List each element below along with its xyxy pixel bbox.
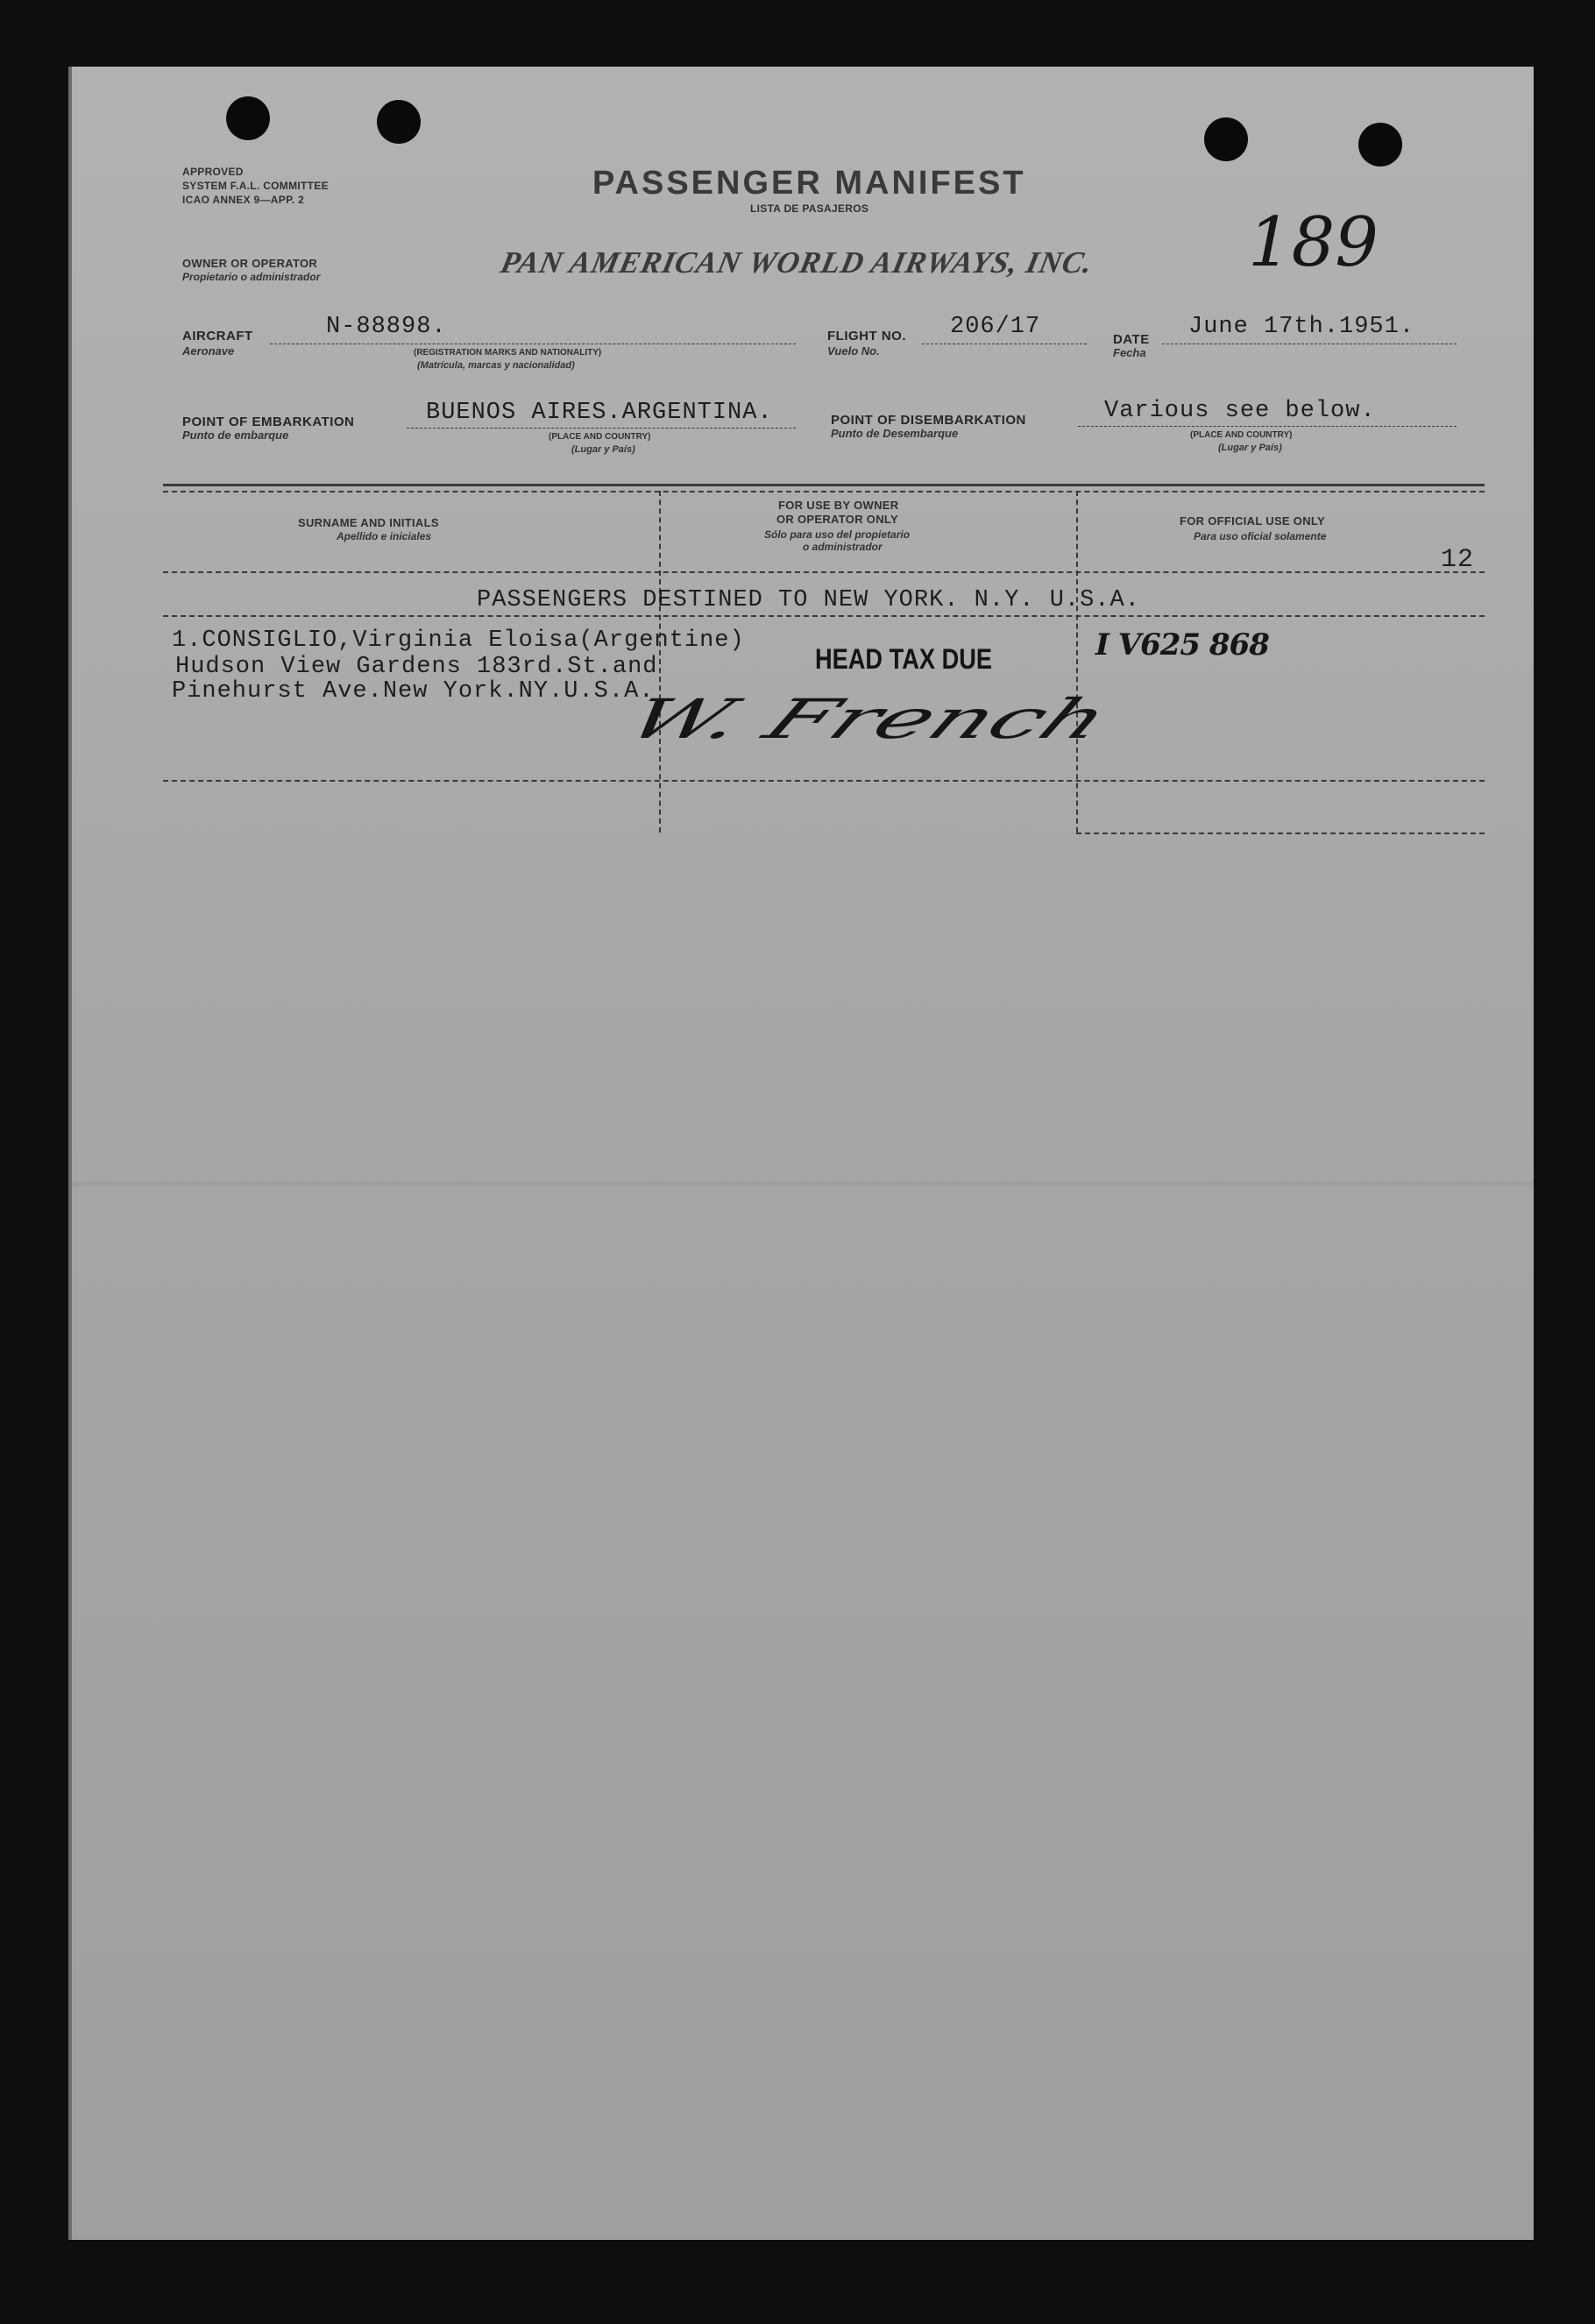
owner-use-header-es: o administrador	[803, 541, 883, 553]
embarkation-label: POINT OF EMBARKATION	[182, 414, 355, 429]
punch-hole	[377, 100, 421, 144]
owner-use-header: FOR USE BY OWNER	[778, 499, 899, 512]
disembarkation-value: Various see below.	[1104, 398, 1376, 424]
aircraft-label-es: Aeronave	[182, 344, 235, 358]
flight-label: FLIGHT NO.	[827, 329, 906, 344]
handwritten-page-number: 189	[1248, 203, 1379, 282]
row-rule	[1076, 833, 1485, 834]
date-value: June 17th.1951.	[1188, 314, 1415, 340]
passenger-line: Hudson View Gardens 183rd.St.and	[175, 654, 658, 680]
embarkation-value: BUENOS AIRES.ARGENTINA.	[426, 400, 773, 426]
table-top-rule	[163, 491, 1485, 492]
section-rule	[163, 615, 1485, 617]
row-rule	[163, 780, 1485, 782]
aircraft-value: N-88898.	[326, 314, 447, 340]
official-use-header-es: Para uso oficial solamente	[1194, 530, 1327, 542]
official-mark: I V625 868	[1095, 627, 1269, 662]
approval-line: SYSTEM F.A.L. COMMITTEE	[182, 180, 329, 192]
surname-header: SURNAME AND INITIALS	[298, 516, 439, 529]
embarkation-caption-es: (Lugar y País)	[571, 444, 635, 455]
inspector-signature: W. French	[614, 687, 1122, 751]
disembarkation-label-es: Punto de Desembarque	[831, 427, 959, 440]
disembarkation-label: POINT OF DISEMBARKATION	[831, 413, 1026, 428]
owner-label: OWNER OR OPERATOR	[182, 257, 318, 270]
punch-hole	[226, 96, 270, 140]
owner-use-header-es: Sólo para uso del propietario	[764, 528, 911, 541]
embarkation-underline	[407, 428, 796, 429]
page-title-es: LISTA DE PASAJEROS	[750, 202, 869, 215]
page-count: 12	[1441, 545, 1475, 575]
aircraft-caption-es: (Matrícula, marcas y nacionalidad)	[417, 360, 575, 371]
flight-label-es: Vuelo No.	[827, 344, 880, 358]
approval-line: APPROVED	[182, 166, 244, 178]
official-use-header: FOR OFFICIAL USE ONLY	[1180, 514, 1325, 528]
disembarkation-underline	[1078, 426, 1457, 427]
manifest-sheet	[68, 67, 1534, 2240]
approval-line: ICAO ANNEX 9—APP. 2	[182, 194, 305, 206]
page-title: PASSENGER MANIFEST	[592, 165, 1026, 202]
aircraft-label: AIRCRAFT	[182, 329, 253, 344]
owner-label-es: Propietario o administrador	[182, 271, 321, 283]
surname-header-es: Apellido e iniciales	[337, 530, 432, 542]
disembarkation-caption-es: (Lugar y País)	[1218, 443, 1282, 453]
fold-crease	[72, 1180, 1534, 1188]
aircraft-caption: (REGISTRATION MARKS AND NATIONALITY)	[414, 348, 602, 358]
owner-name: PAN AMERICAN WORLD AIRWAYS, INC.	[497, 245, 1096, 280]
owner-use-header: OR OPERATOR ONLY	[776, 513, 898, 526]
passenger-line: Pinehurst Ave.New York.NY.U.S.A.	[172, 678, 655, 705]
date-label-es: Fecha	[1113, 346, 1146, 359]
flight-value: 206/17	[950, 314, 1041, 340]
punch-hole	[1358, 123, 1402, 167]
head-tax-stamp: HEAD TAX DUE	[815, 643, 992, 675]
table-top-rule	[163, 484, 1485, 486]
disembarkation-caption: (PLACE AND COUNTRY)	[1190, 430, 1293, 440]
embarkation-caption: (PLACE AND COUNTRY)	[549, 432, 651, 442]
date-label: DATE	[1113, 332, 1150, 347]
section-heading: PASSENGERS DESTINED TO NEW YORK. N.Y. U.S.A.	[477, 587, 1140, 613]
header-rule	[163, 571, 1485, 573]
punch-hole	[1204, 117, 1248, 161]
passenger-line: 1.CONSIGLIO,Virginia Eloisa(Argentine)	[172, 627, 745, 654]
embarkation-label-es: Punto de embarque	[182, 429, 289, 442]
